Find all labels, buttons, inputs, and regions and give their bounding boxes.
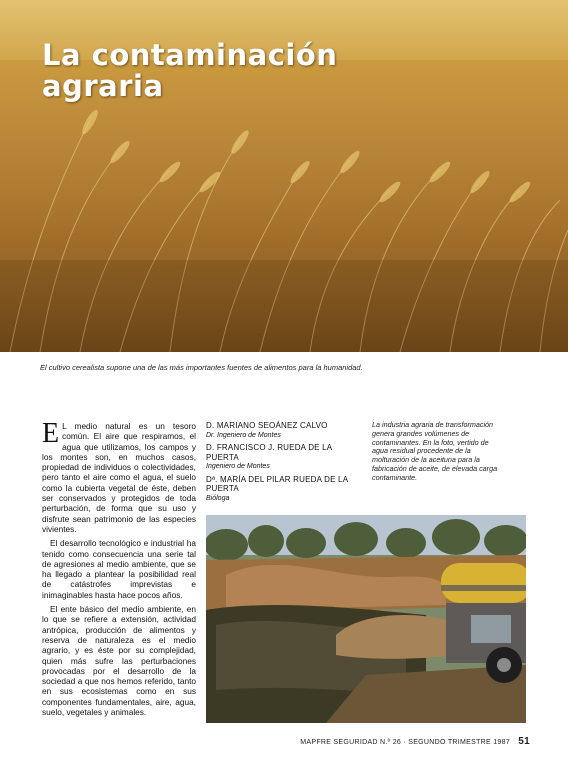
body-paragraph-2: El desarrollo tecnológico e industrial ha tenido como consecuencia una serie tal de agresiones al medio ambiente, que se ha llegado a plantear la posibilidad real de catástrofes imprevistas e inimaginables hasta hace pocos años. — [42, 538, 196, 600]
paragraph-1-text: L medio natural es un tesoro común. El aire que respiramos, el agua que utilizamos, los campos y los montes son, en muchos casos, propiedad de individuos o colectividades, pero tanto el aire como el agua, el suelo como la cubierta vegetal de éste, deben ser conservados y protegidos de toda perturbación, de forma que su uso y disfrute sean patrimonio de las especies vivientes. — [42, 421, 196, 534]
page-footer — [300, 736, 530, 747]
body-paragraph-3: El ente básico del medio ambiente, en lo que se refiere a extensión, actividad antrópica, producción de alimentos y reserva de naturaleza es el medio agrario, y es éste por su complejidad, quien más sufre las perturbaciones provocadas por el desarrollo de la sociedad a que nos hemos referido, tanto en sus ecosistemas como en sus componentes fundamentales, aire, agua, suelo, vegetales y animales. — [42, 604, 196, 718]
drop-cap: E — [42, 418, 60, 449]
author-entry — [206, 443, 366, 472]
article-title — [42, 40, 337, 102]
author-name: D. FRANCISCO J. RUEDA DE LA PUERTA — [206, 443, 332, 462]
author-role: Dr. Ingeniero de Montes — [206, 431, 281, 439]
page-number: 51 — [518, 736, 530, 747]
tanker-truck — [441, 563, 526, 683]
author-list — [206, 421, 366, 506]
wheat-field-photo — [0, 0, 568, 352]
hero-caption: El cultivo cerealista supone una de las más importantes fuentes de alimentos para la humanidad. — [40, 363, 363, 372]
article-body — [42, 418, 196, 721]
author-entry — [206, 475, 366, 504]
wastewater-photo — [206, 515, 526, 723]
publication-info: MAPFRE SEGURIDAD N.º 26 · SEGUNDO TRIMESTRE 1987 — [300, 739, 511, 746]
title-line-1: La contaminación — [42, 38, 338, 72]
author-role: Bióloga — [206, 494, 230, 502]
title-line-2: agraria — [42, 69, 164, 103]
photo-caption: La industria agraria de transformación genera grandes volúmenes de contaminantes. En la foto, vertido de agua residual procedente de la molturación de la aceituna para la fabricación de aceite, de elevada carga contaminante. — [372, 420, 498, 482]
author-name: D. MARIANO SEOÁNEZ CALVO — [206, 421, 328, 430]
author-role: Ingeniero de Montes — [206, 463, 270, 470]
author-entry — [206, 421, 366, 440]
author-name: Dª. MARÍA DEL PILAR RUEDA DE LA PUERTA — [206, 474, 348, 493]
body-paragraph-1 — [42, 418, 196, 534]
wastewater-illustration — [206, 515, 526, 723]
